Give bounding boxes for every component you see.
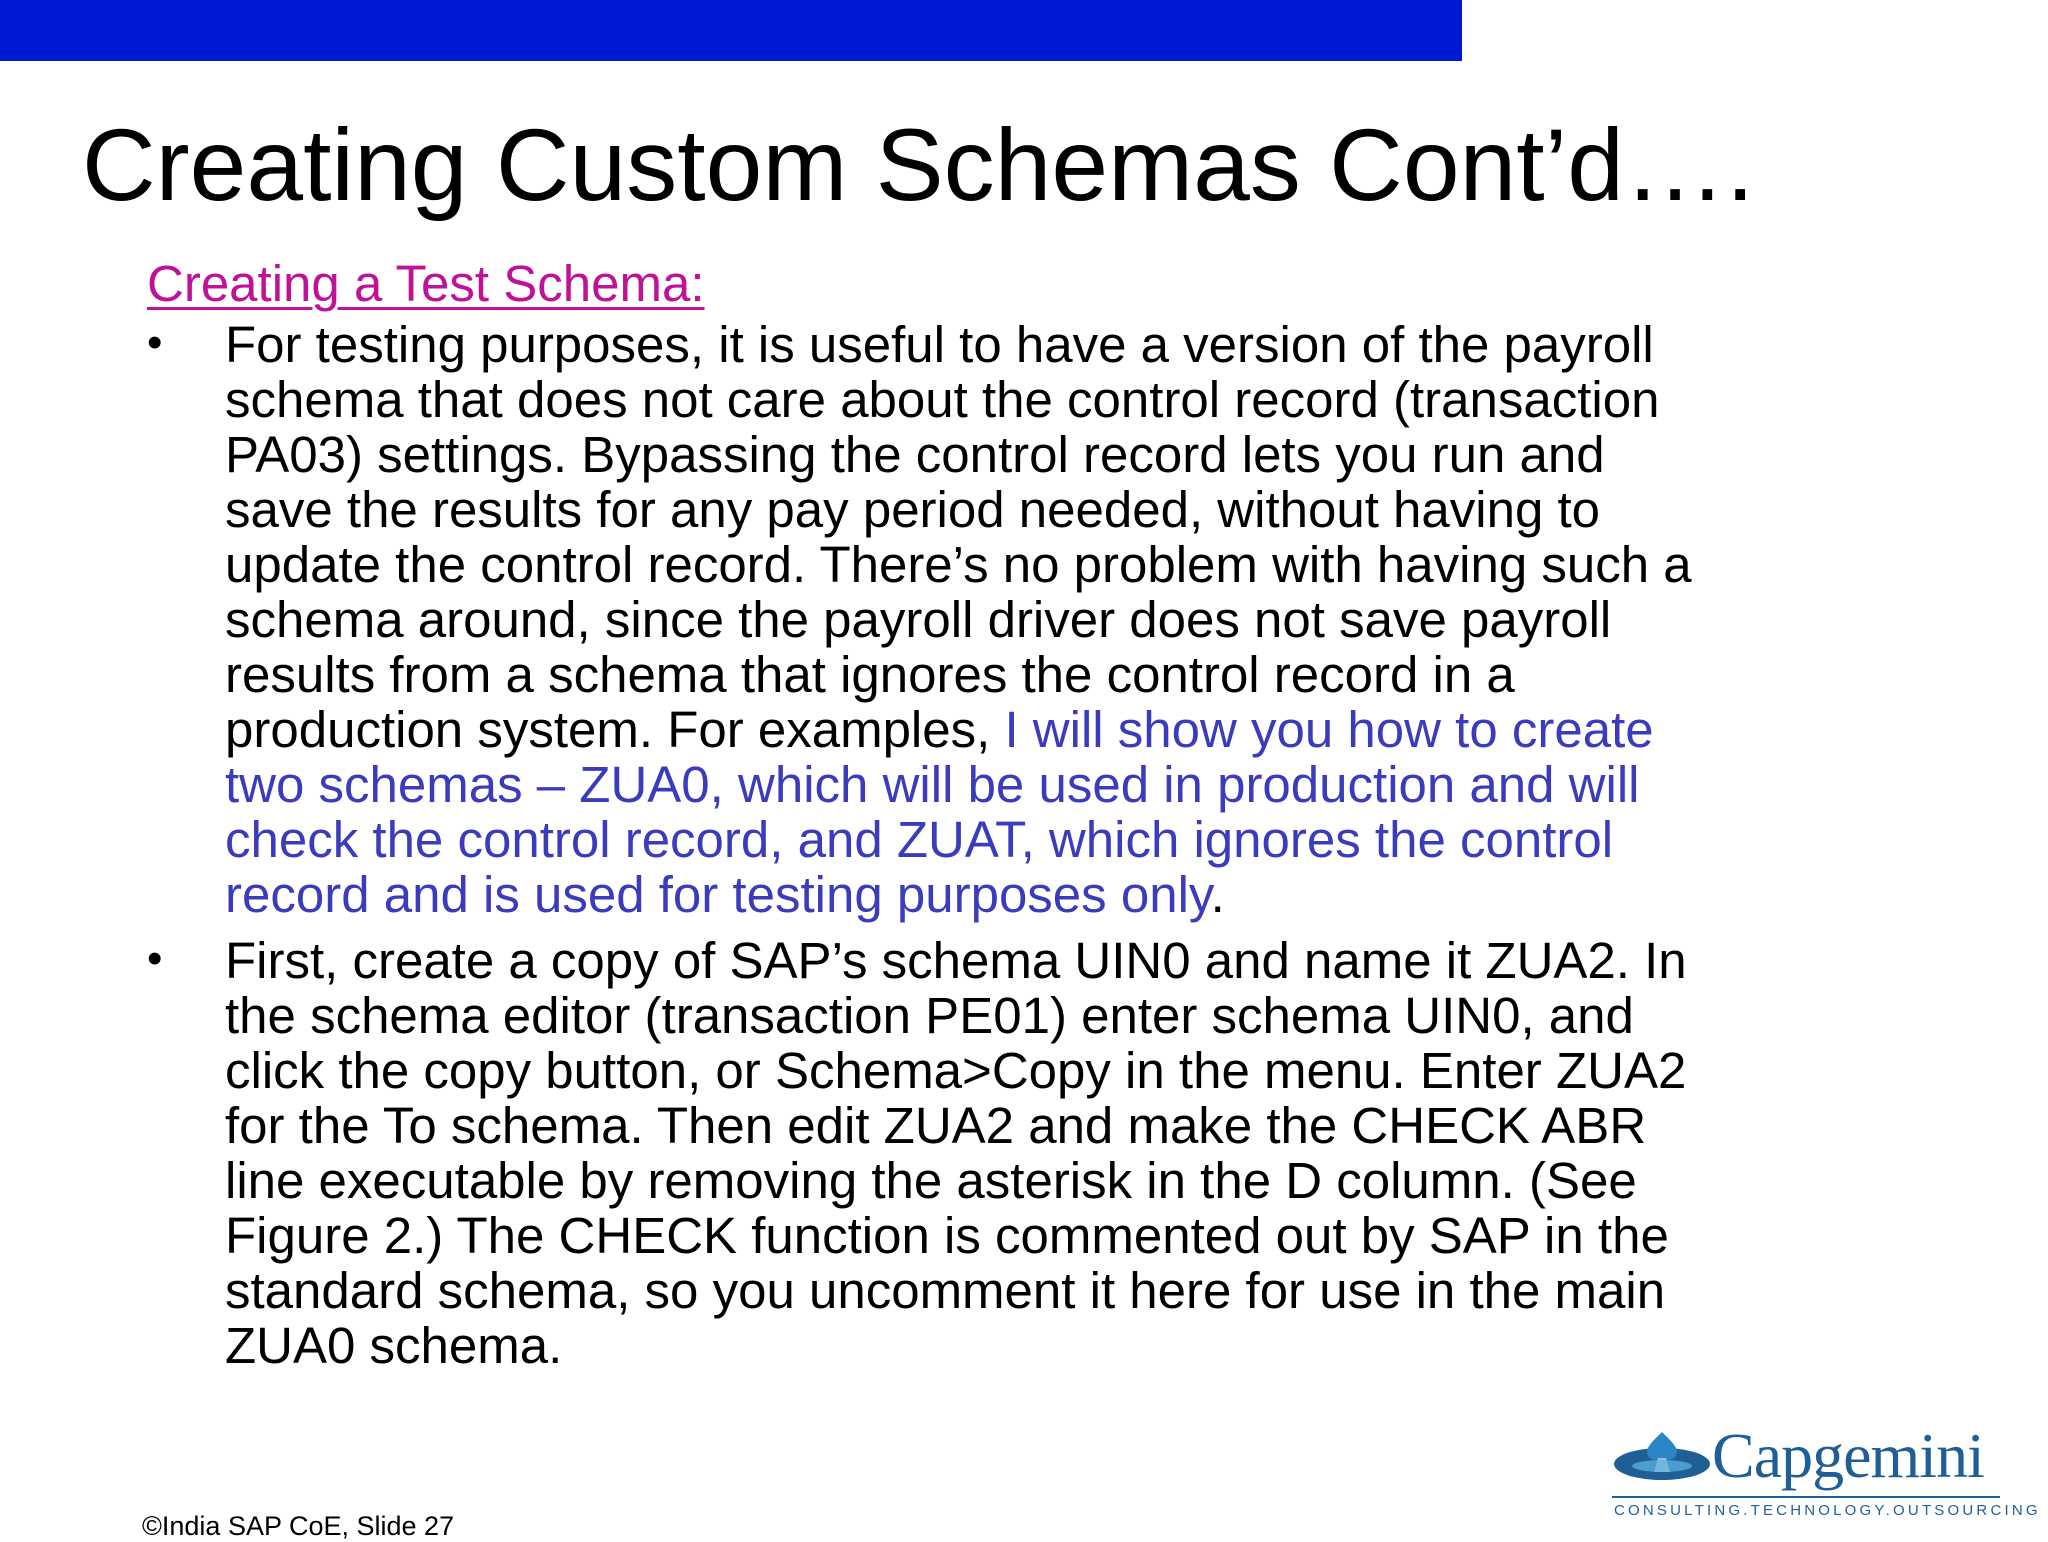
bullet-icon: • — [147, 318, 163, 367]
bullet-line: Figure 2.) The CHECK function is commented out by SAP in the — [225, 1207, 1669, 1264]
bullet-line: results from a schema that ignores the control record in a — [225, 646, 1515, 703]
bullet-line — [225, 867, 1887, 922]
top-accent-bar — [0, 0, 1462, 61]
section-heading: Creating a Test Schema: — [147, 255, 705, 312]
bullet-line: save the results for any pay period needed, without having to — [225, 481, 1601, 538]
bullet-line: ZUA0 schema. — [225, 1317, 563, 1374]
bullet-text-plain: . — [1210, 866, 1225, 923]
bullet-icon: • — [147, 934, 163, 983]
bullet-line: the schema editor (transaction PE01) enter schema UIN0, and — [225, 987, 1634, 1044]
spade-logo-icon — [1612, 1428, 1712, 1488]
logo-wordmark: Capgemini — [1712, 1420, 1984, 1491]
bullet-text-plain: production system. For examples, — [225, 701, 1005, 758]
bullet-line: click the copy button, or Schema>Copy in the menu. Enter ZUA2 — [225, 1042, 1687, 1099]
highlighted-text: record and is used for testing purposes only — [225, 866, 1211, 923]
bullet-line: schema that does not care about the control record (transaction — [225, 371, 1660, 428]
highlighted-text: check the control record, and ZUAT, which ignores the control — [225, 811, 1614, 868]
bullet-item-testing — [147, 317, 1887, 922]
bullet-line: for the To schema. Then edit ZUA2 and make the CHECK ABR — [225, 1097, 1647, 1154]
highlighted-text: I will show you how to create — [1004, 701, 1654, 758]
bullet-item-copy-schema — [147, 933, 1887, 1373]
bullet-line: PA03) settings. Bypassing the control record lets you run and — [225, 426, 1605, 483]
bullet-line: update the control record. There’s no problem with having such a — [225, 536, 1692, 593]
highlighted-text: two schemas – ZUA0, which will be used in production and will — [225, 756, 1640, 813]
bullet-list — [147, 317, 1887, 1373]
logo-divider — [1612, 1496, 2000, 1498]
bullet-line: For testing purposes, it is useful to have a version of the payroll — [225, 316, 1654, 373]
bullet-line: First, create a copy of SAP’s schema UIN0 and name it ZUA2. In — [225, 932, 1687, 989]
slide-footer: ©India SAP CoE, Slide 27 — [142, 1511, 455, 1541]
capgemini-logo — [1612, 1420, 2041, 1526]
bullet-line: line executable by removing the asterisk in the D column. (See — [225, 1152, 1637, 1209]
bullet-line — [225, 702, 1887, 757]
logo-tagline: CONSULTING.TECHNOLOGY.OUTSOURCING — [1614, 1502, 2041, 1519]
bullet-line: standard schema, so you uncomment it here for use in the main — [225, 1262, 1666, 1319]
slide-title: Creating Custom Schemas Cont’d…. — [82, 108, 1755, 222]
bullet-line: schema around, since the payroll driver does not save payroll — [225, 591, 1612, 648]
